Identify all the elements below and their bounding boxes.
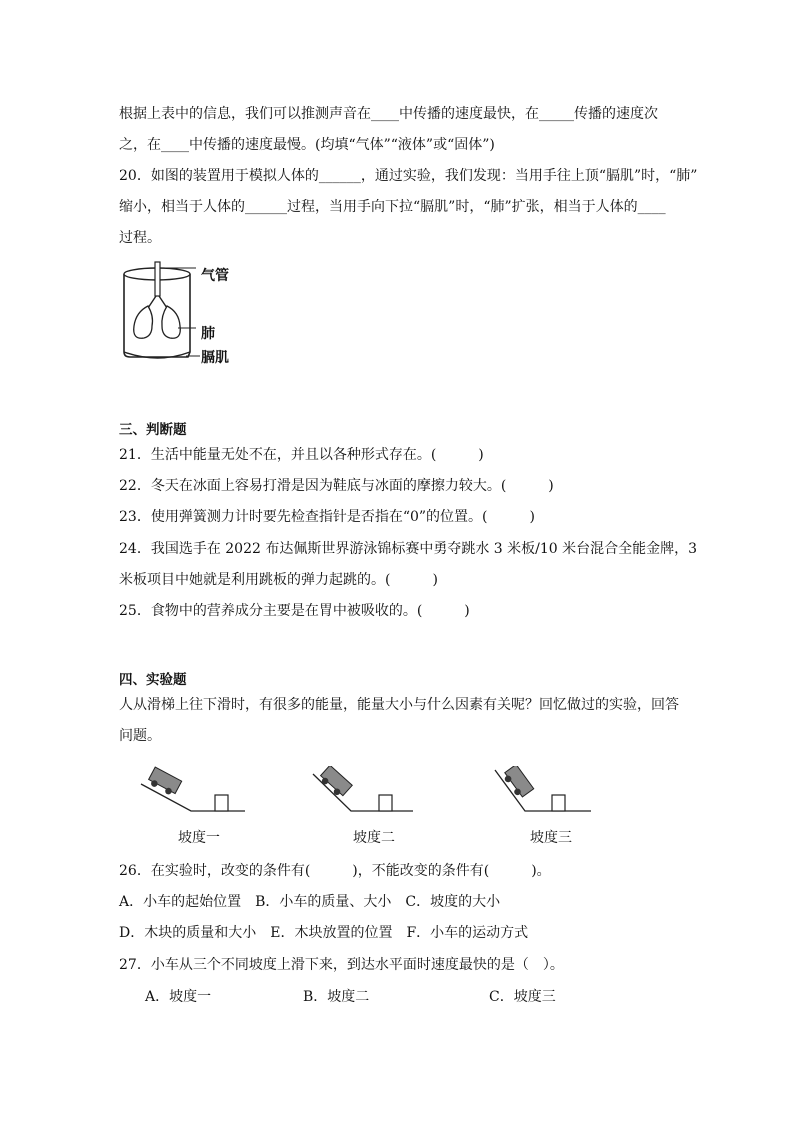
section-4-intro-cont: 问题。 bbox=[119, 728, 161, 744]
label-diaphragm: 膈肌 bbox=[201, 350, 229, 366]
section-4-intro: 人从滑梯上往下滑时，有很多的能量，能量大小与什么因素有关呢？回忆做过的实验，回答 bbox=[119, 697, 679, 713]
question-27: 27．小车从三个不同坡度上滑下来，到达水平面时速度最快的是（ ）。 bbox=[119, 957, 564, 973]
question-23: 23．使用弹簧测力计时要先检查指针是否指在“0”的位置。( ) bbox=[119, 509, 535, 525]
wood-block bbox=[552, 795, 565, 811]
slope-two-figure bbox=[307, 766, 417, 816]
slope-one-figure bbox=[139, 766, 249, 816]
text-line: 之，在____中传播的速度最慢。(均填“气体”“液体”或“固体”) bbox=[119, 137, 495, 153]
question-25: 25．食物中的营养成分主要是在胃中被吸收的。( ) bbox=[119, 603, 470, 619]
lung-model-figure bbox=[118, 260, 258, 370]
wood-block bbox=[215, 795, 228, 811]
text-line: 根据上表中的信息，我们可以推测声音在____中传播的速度最快，在_____传播的速度次 bbox=[119, 106, 658, 122]
question-26-options-row2: D．木块的质量和大小 E．木块放置的位置 F．小车的运动方式 bbox=[119, 925, 529, 941]
slope-two-caption: 坡度二 bbox=[353, 830, 395, 846]
question-27-option-b: B．坡度二 bbox=[303, 989, 370, 1005]
label-trachea: 气管 bbox=[201, 268, 229, 284]
question-21: 21．生活中能量无处不在，并且以各种形式存在。( ) bbox=[119, 447, 484, 463]
section-4-heading: 四、实验题 bbox=[119, 672, 187, 688]
slope-one-caption: 坡度一 bbox=[178, 830, 220, 846]
question-26: 26．在实验时，改变的条件有( )，不能改变的条件有( )。 bbox=[119, 863, 551, 879]
question-22: 22．冬天在冰面上容易打滑是因为鞋底与冰面的摩擦力较大。( ) bbox=[119, 478, 554, 494]
wood-block bbox=[379, 795, 392, 811]
section-3-heading: 三、判断题 bbox=[119, 422, 187, 438]
left-lung bbox=[134, 306, 153, 338]
question-20-line: 20．如图的装置用于模拟人体的______，通过实验，我们发现：当用手往上顶“膈肌”时，“肺” bbox=[119, 168, 698, 184]
text-line: 过程。 bbox=[119, 230, 161, 246]
text-line: 缩小，相当于人体的______过程，当用手向下拉“膈肌”时，“肺”扩张，相当于人体的____ bbox=[119, 199, 666, 215]
question-27-option-a: A．坡度一 bbox=[145, 989, 212, 1005]
slope-three-caption: 坡度三 bbox=[530, 830, 572, 846]
question-24-cont: 米板项目中她就是利用跳板的弹力起跳的。( ) bbox=[119, 572, 438, 588]
question-26-options-row1: A．小车的起始位置 B．小车的质量、大小 C．坡度的大小 bbox=[119, 894, 501, 910]
label-lung: 肺 bbox=[201, 326, 215, 342]
trachea-tube bbox=[155, 262, 160, 296]
question-24: 24．我国选手在 2022 布达佩斯世界游泳锦标赛中勇夺跳水 3 米板/10 米台混合全能金牌，3 bbox=[119, 541, 698, 557]
question-27-option-c: C．坡度三 bbox=[489, 989, 556, 1005]
slope-three-figure bbox=[489, 766, 599, 816]
right-lung bbox=[162, 306, 180, 338]
